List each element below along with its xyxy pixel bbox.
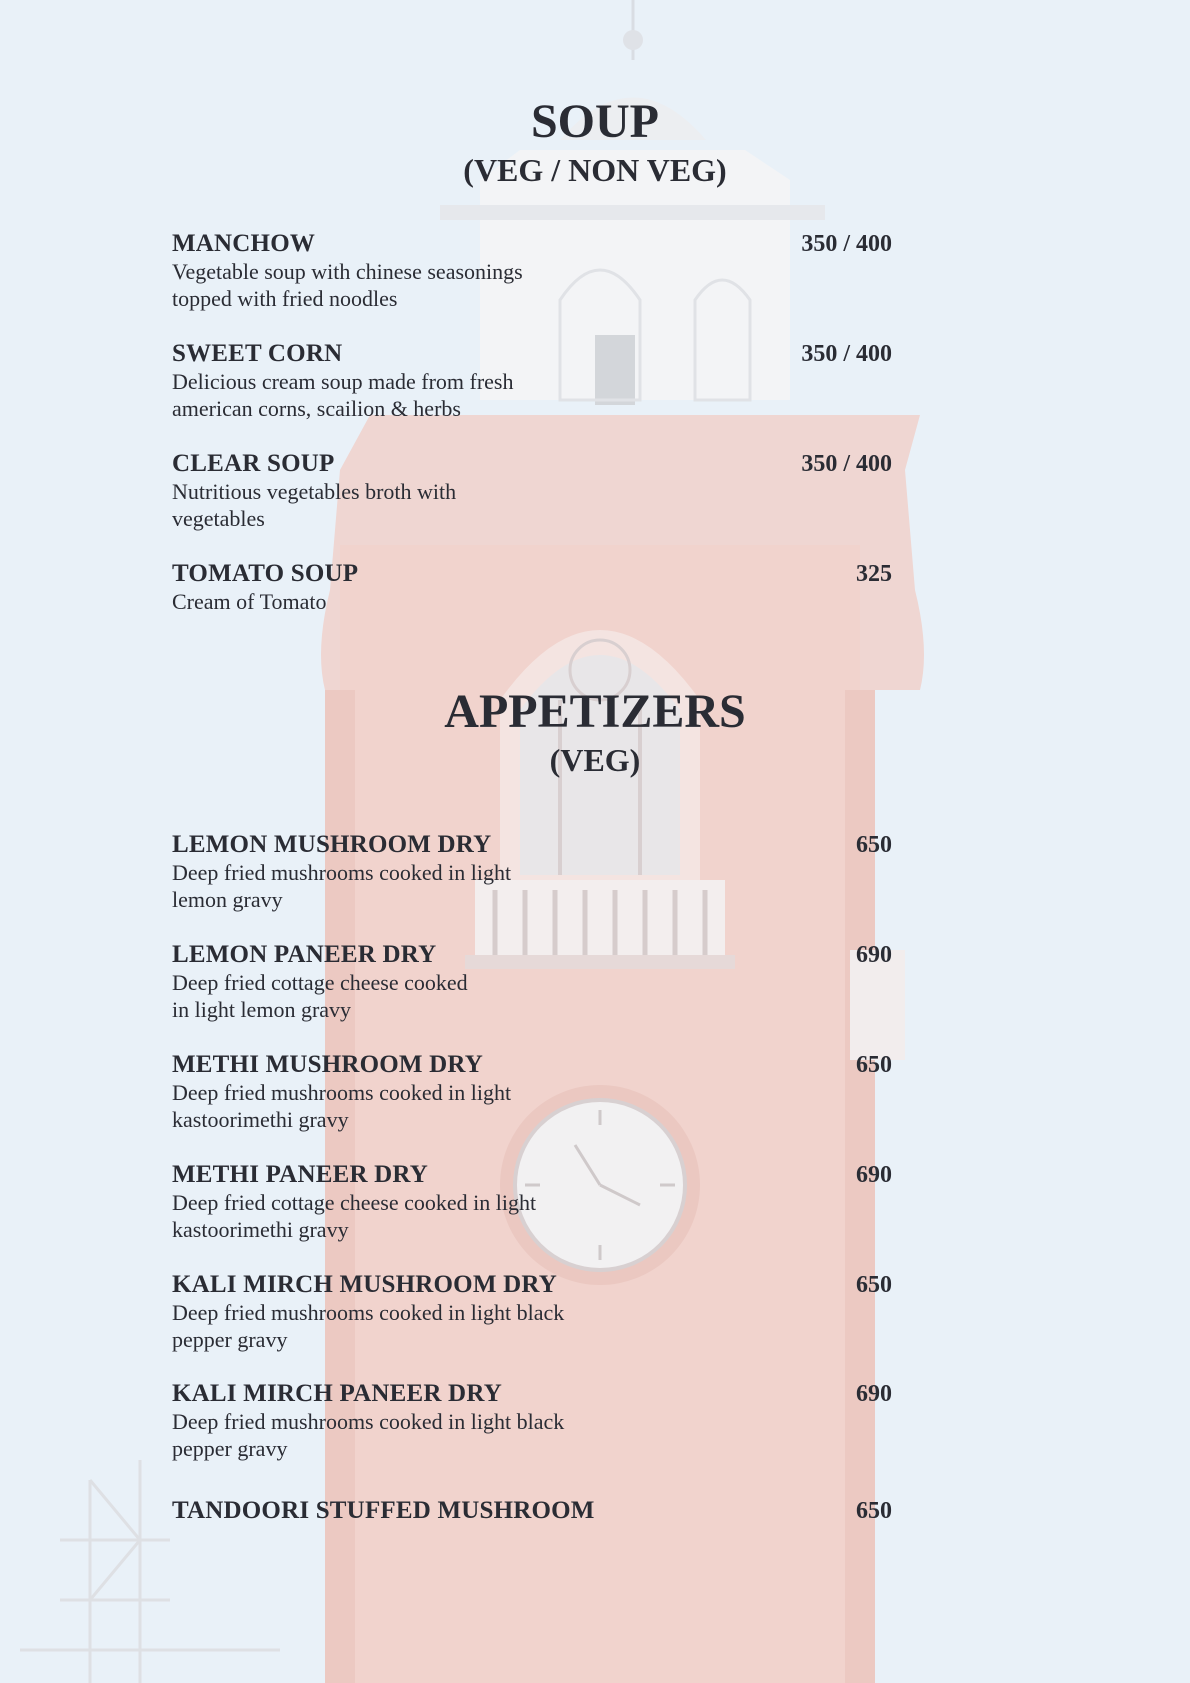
item-name: KALI MIRCH MUSHROOM DRY	[172, 1271, 557, 1298]
item-name: TANDOORI STUFFED MUSHROOM	[172, 1497, 595, 1524]
item-description: topped with fried noodles	[172, 286, 398, 311]
item-description: Vegetable soup with chinese seasonings	[172, 259, 523, 284]
item-description: in light lemon gravy	[172, 997, 352, 1022]
item-price: 690	[856, 1162, 892, 1188]
item-name: METHI PANEER DRY	[172, 1161, 429, 1188]
item-price: 690	[856, 1381, 892, 1407]
menu-item	[172, 1161, 892, 1243]
menu-item	[172, 450, 892, 532]
item-price: 650	[856, 1052, 892, 1078]
item-description: Deep fried cottage cheese cooked	[172, 970, 468, 995]
item-name: LEMON PANEER DRY	[172, 941, 437, 968]
item-name: MANCHOW	[172, 230, 316, 257]
item-description: Nutritious vegetables broth with	[172, 479, 457, 504]
menu-item	[172, 1497, 892, 1525]
item-name: TOMATO SOUP	[172, 560, 359, 587]
item-description: Delicious cream soup made from fresh	[172, 369, 514, 394]
soup-section-title: SOUP	[530, 95, 659, 148]
item-name: LEMON MUSHROOM DRY	[172, 831, 492, 858]
item-description: Deep fried mushrooms cooked in light	[172, 860, 512, 885]
menu-item	[172, 941, 892, 1023]
item-name: SWEET CORN	[172, 340, 343, 367]
item-description: Cream of Tomato	[172, 589, 327, 614]
menu-item	[172, 1380, 892, 1462]
item-price: 350 / 400	[801, 341, 892, 367]
appetizers-section-title: APPETIZERS	[444, 685, 746, 738]
item-description: Deep fried mushrooms cooked in light	[172, 1080, 512, 1105]
menu-item	[172, 340, 892, 422]
item-description: Deep fried mushrooms cooked in light black	[172, 1409, 565, 1434]
item-description: pepper gravy	[172, 1436, 288, 1461]
item-description: vegetables	[172, 506, 265, 531]
item-description: lemon gravy	[172, 887, 283, 912]
item-description: kastoorimethi gravy	[172, 1217, 349, 1242]
item-price: 690	[856, 942, 892, 968]
soup-section-subtitle: (VEG / NON VEG)	[463, 152, 727, 188]
menu-item	[172, 230, 892, 312]
item-price: 650	[856, 1272, 892, 1298]
item-name: CLEAR SOUP	[172, 450, 335, 477]
item-price: 650	[856, 1498, 892, 1524]
item-description: Deep fried mushrooms cooked in light black	[172, 1300, 565, 1325]
menu-item	[172, 831, 892, 913]
item-description: pepper gravy	[172, 1327, 288, 1352]
item-price: 350 / 400	[801, 451, 892, 477]
menu-item	[172, 1271, 892, 1353]
item-name: KALI MIRCH PANEER DRY	[172, 1380, 502, 1407]
item-name: METHI MUSHROOM DRY	[172, 1051, 484, 1078]
item-description: kastoorimethi gravy	[172, 1107, 349, 1132]
item-price: 350 / 400	[801, 231, 892, 257]
item-description: american corns, scailion & herbs	[172, 396, 461, 421]
item-price: 325	[856, 561, 892, 587]
item-description: Deep fried cottage cheese cooked in light	[172, 1190, 537, 1215]
menu-item	[172, 1051, 892, 1133]
menu-item	[172, 560, 892, 615]
item-price: 650	[856, 832, 892, 858]
appetizers-section-subtitle: (VEG)	[549, 742, 641, 778]
